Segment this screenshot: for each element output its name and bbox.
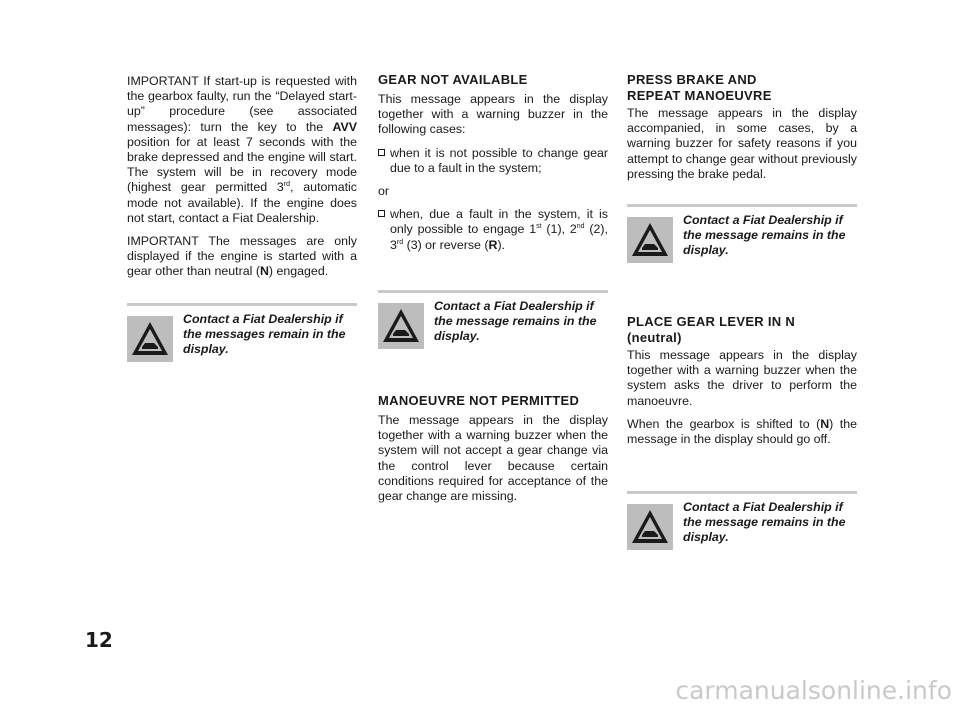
manoeuvre-section	[378, 393, 608, 512]
watermark: carmanualsonline.info	[675, 676, 952, 705]
heading-place-gear-lever: PLACE GEAR LEVER IN N (neutral)	[627, 314, 796, 345]
warning-text: Contact a Fiat Dealership if the message remains in the display.	[683, 213, 846, 257]
column-2	[378, 72, 608, 261]
page-number: 12	[85, 628, 113, 652]
column-3	[627, 72, 857, 190]
gear-not-available-intro: This message appears in the display together with a warning buzzer in the following cases:	[378, 92, 608, 137]
warning-triangle-car-icon	[127, 316, 173, 362]
heading-manoeuvre-not-permitted: MANOEUVRE NOT PERMITTED	[378, 393, 580, 408]
bullet-item-2: when, due a fault in the system, it is only possible to engage 1st (1), 2nd (2), 3rd (3) or reverse (R).	[378, 207, 608, 253]
column-1	[127, 74, 357, 288]
press-brake-paragraph: The message appears in the display accompanied, in some cases, by a warning buzzer for safety reasons if you attempt to change gear without previously pressing the brake pedal.	[627, 106, 857, 181]
gearbox-neutral-paragraph: When the gearbox is shifted to (N) the message in the display should go off.	[627, 416, 857, 447]
heading-press-brake: PRESS BRAKE AND REPEAT MANOEUVRE	[627, 72, 772, 103]
manoeuvre-paragraph: The message appears in the display together with a warning buzzer when the system will not accept a gear change via the control lever because certain conditions required for acceptance of the gear change are missing.	[378, 413, 608, 504]
warning-triangle-car-icon	[627, 504, 673, 550]
warning-box-col3-top	[627, 204, 857, 258]
warning-text: Contact a Fiat Dealership if the message remains in the display.	[434, 299, 597, 343]
key-position-label: AVV	[332, 119, 357, 134]
checkbox-bullet-icon	[378, 149, 385, 156]
warning-triangle-car-icon	[378, 303, 424, 349]
warning-text: Contact a Fiat Dealership if the messages remain in the display.	[183, 312, 346, 356]
important-paragraph-1: IMPORTANT If start-up is requested with the gearbox faulty, run the “Delayed start-up” procedure (see associated messages): turn the key to the AVV position for at least 7 seconds with the brake depressed and the engine will start. The system will be in recovery mode (highest gear permitted 3rd, automatic mode not available). If the engine does not start, contact a Fiat Dealership.	[127, 74, 358, 225]
warning-box-col3-bottom	[627, 491, 857, 545]
heading-gear-not-available: GEAR NOT AVAILABLE	[378, 72, 528, 87]
important-paragraph-2: IMPORTANT The messages are only displayed if the engine is started with a gear other than neutral (N) engaged.	[127, 234, 357, 279]
place-gear-section	[627, 314, 857, 455]
warning-text: Contact a Fiat Dealership if the message remains in the display.	[683, 500, 846, 544]
or-text: or	[378, 184, 390, 199]
warning-triangle-car-icon	[627, 217, 673, 263]
bullet-item-1: when it is not possible to change gear due to a fault in the system;	[378, 146, 608, 176]
warning-box-col1	[127, 303, 357, 357]
checkbox-bullet-icon	[378, 210, 385, 217]
place-gear-paragraph: This message appears in the display together with a warning buzzer when the system asks the driver to perform the manoeuvre.	[627, 348, 857, 408]
warning-box-col2	[378, 290, 608, 344]
